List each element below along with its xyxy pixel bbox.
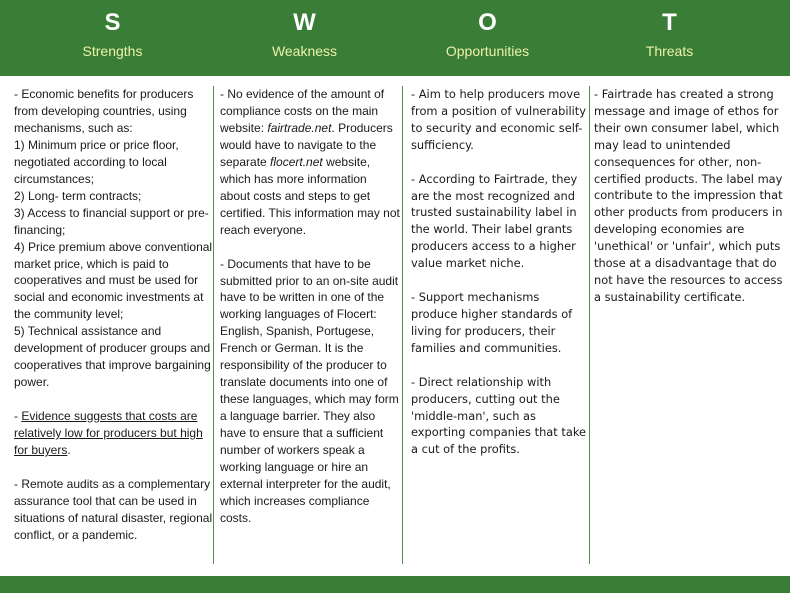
weakness-costs <box>220 86 400 239</box>
header-threats <box>557 0 782 76</box>
opportunities-aim: - Aim to help producers move from a position of vulnerability to security and economic self-sufficiency. <box>411 87 587 152</box>
header-word-threats: Threats <box>645 43 694 59</box>
opportunities-direct: - Direct relationship with producers, cutting out the 'middle-man', such as exporting companies that take a cut of the profits. <box>411 374 587 457</box>
threats-label: - Fairtrade has created a strong message and image of ethos for their own consumer label, which may lead to unintended consequences for other, non-certified products. The label may contribute to the impression that other products from producers in developing economies are 'unethical' or 'unfair', which puts those at a disadvantage that do not have the resources to access a sustainability certificate. <box>594 87 783 304</box>
header-letter-s: S <box>104 9 121 36</box>
weakness-column <box>220 86 400 527</box>
header-word-weakness: Weakness <box>271 43 338 59</box>
strengths-evidence-suffix: . <box>67 443 71 458</box>
strengths-item-3: 3) Access to financial support or pre-financing; <box>14 205 209 237</box>
opportunities-column <box>411 86 587 458</box>
header-word-strengths: Strengths <box>82 43 143 59</box>
swot-header <box>0 0 790 76</box>
strengths-item-4: 4) Price premium above conventional market price, which is paid to cooperatives and must be used for social and economic investments at the community level; <box>14 239 213 322</box>
weakness-costs-c: website, which has more information about costs and steps to get certified. This information may not reach everyone. <box>220 154 400 237</box>
flocert-site: flocert.net <box>270 154 323 169</box>
weakness-costs-a: - No evidence of the amount of compliance costs on the main website: <box>220 87 385 135</box>
header-word-opportunities: Opportunities <box>445 43 530 59</box>
strengths-item-1: 1) Minimum price or price floor, negotiated according to local circumstances; <box>14 137 179 186</box>
strengths-evidence <box>14 408 214 459</box>
header-letter-t: T <box>662 9 677 36</box>
weakness-costs-b: . Producers would have to navigate to the separate <box>220 120 393 169</box>
header-letter-w: W <box>293 9 316 36</box>
strengths-item-2: 2) Long- term contracts; <box>14 188 142 203</box>
column-divider-3 <box>589 86 590 564</box>
weakness-language: - Documents that have to be submitted prior to an on-site audit have to be written in one of the working languages of Flocert: English, Spanish, Portugese, French or German. It is the responsibility of the producer to translate documents into one of these languages, which may form a language barrier. They also have to ensure that a sufficient number of workers speak a working language or hire an external interpreter for the audit, which increases compliance costs. <box>220 256 399 525</box>
strengths-item-5: 5) Technical assistance and development of producer groups and cooperatives that improve bargaining power. <box>14 324 211 390</box>
opportunities-support: - Support mechanisms produce higher standards of living for producers, their families and communities. <box>411 290 573 355</box>
strengths-column <box>14 86 214 544</box>
strengths-evidence-prefix: - <box>14 409 22 424</box>
opportunities-recognition: - According to Fairtrade, they are the most recognized and trusted sustainability label in the world. Their label grants producers access to a higher value market niche. <box>411 171 578 271</box>
strengths-intro: - Economic benefits for producers from developing countries, using mechanisms, such as: <box>14 87 194 135</box>
strengths-remote-audits: - Remote audits as a complementary assurance tool that can be used in situations of natural disaster, regional conflict, or a pandemic. <box>14 477 213 542</box>
evidence-link[interactable]: Evidence suggests that costs are relatively low for producers but high for buyers <box>14 409 203 458</box>
column-divider-2 <box>402 86 403 564</box>
header-letter-o: O <box>478 9 497 36</box>
threats-column <box>594 86 786 306</box>
swot-footer <box>0 576 790 593</box>
fairtrade-site: fairtrade.net <box>267 120 332 135</box>
